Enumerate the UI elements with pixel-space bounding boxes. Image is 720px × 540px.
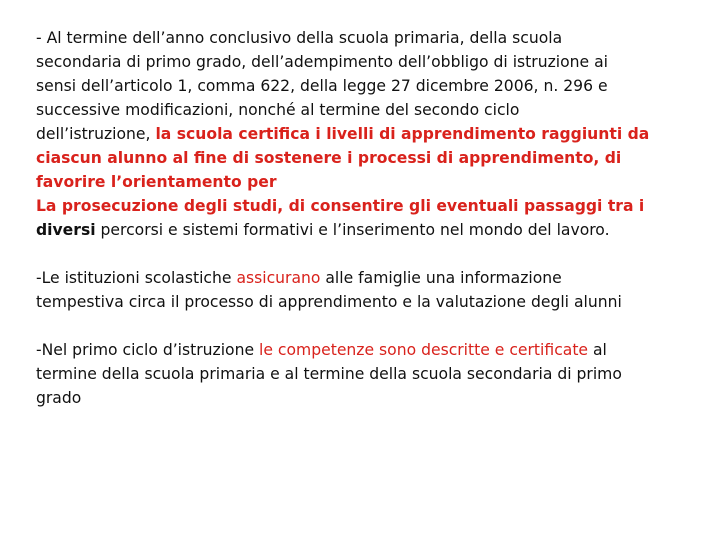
highlighted-text: la scuola certifica i livelli di apprendimento raggiunti da bbox=[155, 125, 650, 143]
plain-text: alle famiglie una informazione bbox=[320, 269, 562, 287]
paragraph-line: grado bbox=[36, 389, 82, 407]
paragraph-line bbox=[36, 266, 676, 290]
paragraph-line bbox=[36, 338, 676, 362]
highlighted-line: favorire l’orientamento per bbox=[36, 173, 277, 191]
paragraph-line: sensi dell’articolo 1, comma 622, della legge 27 dicembre 2006, n. 296 e bbox=[36, 77, 608, 95]
plain-text: -Le istituzioni scolastiche bbox=[36, 269, 237, 287]
plain-text: -Nel primo ciclo d’istruzione bbox=[36, 341, 260, 359]
bold-text: diversi bbox=[36, 221, 96, 239]
paragraph-first-cycle-competences bbox=[36, 338, 676, 410]
highlighted-line: ciascun alunno al fine di sostenere i processi di apprendimento, di bbox=[36, 149, 622, 167]
paragraph-line: - Al termine dell’anno conclusivo della scuola primaria, della scuola bbox=[36, 29, 563, 47]
paragraph-families-information bbox=[36, 266, 676, 314]
paragraph-line: termine della scuola primaria e al termine della scuola secondaria di primo bbox=[36, 365, 622, 383]
paragraph-line: secondaria di primo grado, dell’adempimento dell’obbligo di istruzione ai bbox=[36, 53, 608, 71]
highlighted-text: assicurano bbox=[236, 269, 321, 287]
paragraph-line: successive modificazioni, nonché al termine del secondo ciclo bbox=[36, 101, 520, 119]
paragraph-line bbox=[36, 218, 676, 242]
plain-text: al bbox=[588, 341, 607, 359]
highlighted-text: le competenze sono descritte e certificate bbox=[259, 341, 589, 359]
plain-text: percorsi e sistemi formativi e l’inserimento nel mondo del lavoro. bbox=[95, 221, 610, 239]
plain-text: dell’istruzione, bbox=[36, 125, 156, 143]
paragraph-certification bbox=[36, 26, 676, 242]
highlighted-line: La prosecuzione degli studi, di consentire gli eventuali passaggi tra i bbox=[36, 197, 645, 215]
paragraph-line: tempestiva circa il processo di apprendimento e la valutazione degli alunni bbox=[36, 293, 622, 311]
paragraph-line bbox=[36, 122, 676, 146]
